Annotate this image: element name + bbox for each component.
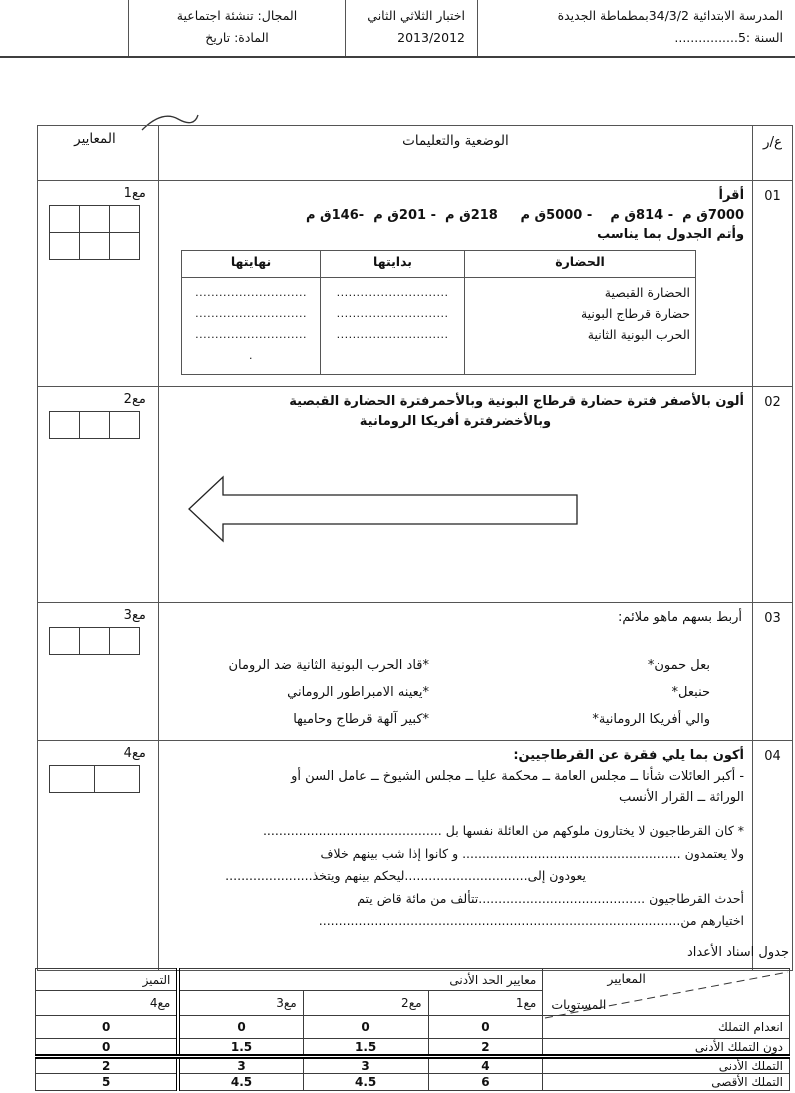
paragraph-line: * كان القرطاجيون لا يختارون ملوكهم من العائلة نفسها بل ............................................. xyxy=(262,823,745,839)
score-box xyxy=(50,206,80,233)
col-header-number: ع/ر xyxy=(753,126,793,181)
score-box xyxy=(50,233,80,260)
q1-score-boxes xyxy=(49,205,140,260)
corner-levels-label: المستويات xyxy=(551,997,607,1012)
col-header-content: الوضعية والتعليمات xyxy=(158,126,752,181)
grading-row-min-mastery xyxy=(36,1057,790,1074)
question-1-row xyxy=(38,181,793,387)
min-criteria-header: معايير الحد الأدنى xyxy=(178,969,543,991)
match-row xyxy=(167,652,744,679)
grading-row-max-mastery xyxy=(36,1074,790,1091)
q1-civilizations-table xyxy=(181,250,696,375)
level-label: التملك الأقصى xyxy=(543,1074,790,1091)
score-box xyxy=(80,233,110,260)
score-value: 0 xyxy=(178,1016,303,1039)
q4-criteria-label: مع4 xyxy=(123,746,146,761)
header-empty-cell xyxy=(0,0,128,56)
level-label: التملك الأدنى xyxy=(543,1057,790,1074)
paragraph-line: اختيارهم من........................................................................................... xyxy=(318,913,745,929)
question-4-number: 04 xyxy=(753,741,793,971)
blank-line: ............................ xyxy=(195,306,307,320)
paragraph-line: يعودون إلى...............................ليحكم بينهم ويتخذ...................... xyxy=(225,868,587,884)
match-term: حنبعل* xyxy=(671,684,711,700)
q1-civ-1: الحضارة القبصية xyxy=(604,284,691,300)
corner-criteria-label: المعايير xyxy=(607,971,646,986)
criterion-col-3: مع3 xyxy=(178,991,303,1016)
q1-criteria-label: مع1 xyxy=(123,186,146,201)
question-4-criteria xyxy=(38,741,159,971)
school-year: 2013/2012 xyxy=(397,29,465,45)
q1-table-header-row xyxy=(182,250,696,277)
school-name: المدرسة الابتدائية 34/3/2بمطماطة الجديدة xyxy=(557,8,783,23)
score-value: 0 xyxy=(428,1016,543,1039)
blank-line: ............................ xyxy=(336,327,449,341)
q2-instruction-line1: ألون بالأصفر فترة حضارة قرطاج البونية وبالأحمرفترة الحضارة القبصية xyxy=(289,394,745,409)
score-value: 0 xyxy=(303,1016,428,1039)
question-1-content xyxy=(158,181,752,387)
question-2-content xyxy=(158,387,752,603)
blank-line: ............................ xyxy=(336,306,449,320)
match-term: والي أفريكا الرومانية* xyxy=(592,711,711,727)
grade-year-line: السنة :5................ xyxy=(674,29,783,45)
question-2-row xyxy=(38,387,793,603)
match-definition: *يعينه الامبراطور الروماني xyxy=(287,684,430,700)
school-header-cell xyxy=(477,0,795,56)
score-box xyxy=(110,412,140,439)
q3-matching-exercise xyxy=(167,652,744,733)
q1-dates-line: 7000ق م - 814ق م - 5000ق م 218ق م - 201ق م -146ق م xyxy=(305,207,745,223)
diagonal-divider xyxy=(543,969,790,1021)
criterion-col-4: مع4 xyxy=(36,991,179,1016)
match-row xyxy=(167,679,744,706)
score-value: 3 xyxy=(178,1057,303,1074)
domain-header-cell xyxy=(128,0,345,56)
blank-line: ............................ xyxy=(336,285,449,299)
score-box xyxy=(95,766,140,793)
score-value: 3 xyxy=(303,1057,428,1074)
q1-col-civilization: الحضارة xyxy=(465,250,696,277)
grading-table xyxy=(35,968,790,1091)
question-3-content xyxy=(158,603,752,741)
score-value: 1.5 xyxy=(303,1039,428,1057)
q1-ending-blanks xyxy=(182,277,321,374)
score-value: 5 xyxy=(36,1074,179,1091)
criterion-col-2: مع2 xyxy=(303,991,428,1016)
subject-label: المادة: تاريخ xyxy=(205,29,269,45)
score-value: 0 xyxy=(36,1016,179,1039)
score-value: 6 xyxy=(428,1074,543,1091)
main-table-header-row xyxy=(38,126,793,181)
score-box xyxy=(50,628,80,655)
score-value: 4.5 xyxy=(303,1074,428,1091)
score-box xyxy=(80,206,110,233)
domain-label: المجال: تنشئة اجتماعية xyxy=(176,8,298,23)
grading-corner-cell xyxy=(543,969,790,1016)
score-value: 2 xyxy=(428,1039,543,1057)
grading-row-below-min xyxy=(36,1039,790,1057)
q1-col-ending: نهايتها xyxy=(182,250,321,277)
score-value: 0 xyxy=(36,1039,179,1057)
score-box xyxy=(110,233,140,260)
exam-main-table xyxy=(37,125,793,971)
match-row xyxy=(167,706,744,733)
q3-criteria-label: مع3 xyxy=(123,608,146,623)
q1-col-beginning: بدايتها xyxy=(321,250,465,277)
excellence-header: التميز xyxy=(36,969,179,991)
question-3-row xyxy=(38,603,793,741)
score-box xyxy=(80,628,110,655)
q3-instruction: أربط بسهم ماهو ملائم: xyxy=(618,610,743,625)
q4-score-boxes xyxy=(49,765,140,793)
score-value: 1.5 xyxy=(178,1039,303,1057)
q2-score-boxes xyxy=(49,411,140,439)
end-period: . xyxy=(249,348,254,362)
paragraph-line: ولا يعتمدون ....................................................... و كانوا إذا شب بينهم خلاف xyxy=(320,845,745,861)
q4-instruction: أكون بما يلي فقرة عن القرطاجيين: xyxy=(513,748,745,763)
question-1-number: 01 xyxy=(753,181,793,387)
q2-instruction-line2: وبالأخضرفترة أفريكا الرومانية xyxy=(359,413,552,429)
exam-header-cell xyxy=(345,0,477,56)
q4-word-bank-line2: الوراثة ــ القرار الأنسب xyxy=(619,789,745,805)
q4-word-bank-line1: - أكبر العائلات شأنا ــ مجلس العامة ــ محكمة عليا ــ مجلس الشيوخ ــ عامل السن أو xyxy=(291,768,745,784)
q1-complete-instruction: وأتم الجدول بما يناسب xyxy=(597,227,745,242)
score-value: 4.5 xyxy=(178,1074,303,1091)
score-box xyxy=(110,628,140,655)
question-4-row xyxy=(38,741,793,971)
score-value: 4 xyxy=(428,1057,543,1074)
q1-civ-2: حضارة قرطاج البونية xyxy=(580,305,691,321)
criterion-col-1: مع1 xyxy=(428,991,543,1016)
q1-table-body-row xyxy=(182,277,696,374)
question-1-criteria xyxy=(38,181,159,387)
q1-civ-3: الحرب البونية الثانية xyxy=(587,326,691,342)
q1-read-instruction: أقرأ xyxy=(718,188,745,203)
paragraph-line: أحدث القرطاجيون ..........................................تتألف من مائة قاض يتم xyxy=(357,890,745,906)
score-box xyxy=(50,766,95,793)
q1-civilization-names xyxy=(465,277,696,374)
question-2-criteria xyxy=(38,387,159,603)
score-box xyxy=(50,412,80,439)
blank-line: ............................ xyxy=(195,327,307,341)
match-term: بعل حمون* xyxy=(647,657,711,673)
level-label: دون التملك الأدنى xyxy=(543,1039,790,1057)
timeline-left-arrow xyxy=(181,474,581,544)
match-definition: *كبير آلهة قرطاج وحاميها xyxy=(293,711,430,727)
score-box xyxy=(80,412,110,439)
q4-fill-paragraph xyxy=(167,820,744,933)
score-box xyxy=(110,206,140,233)
match-definition: *قاد الحرب البونية الثانية ضد الرومان xyxy=(228,657,430,673)
q2-criteria-label: مع2 xyxy=(123,392,146,407)
question-3-criteria xyxy=(38,603,159,741)
question-4-content xyxy=(158,741,752,971)
score-value: 2 xyxy=(36,1057,179,1074)
level-label: انعدام التملك xyxy=(543,1016,790,1039)
q1-beginning-blanks xyxy=(321,277,465,374)
q3-score-boxes xyxy=(49,627,140,655)
exam-title: اختبار الثلاثي الثاني xyxy=(367,8,465,23)
question-3-number: 03 xyxy=(753,603,793,741)
question-2-number: 02 xyxy=(753,387,793,603)
document-header xyxy=(0,0,795,58)
grading-header-row-1 xyxy=(36,969,790,991)
blank-line: ............................ xyxy=(195,285,307,299)
grading-table-caption: جدول اسناد الأعداد xyxy=(686,945,789,960)
col-header-criteria: المعايير xyxy=(38,126,159,181)
